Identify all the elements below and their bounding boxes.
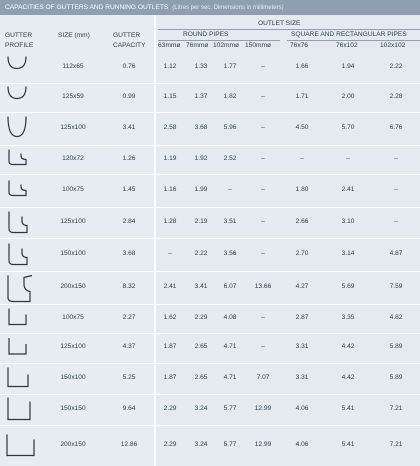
gutter-profile-icon	[4, 112, 40, 145]
cell-r150: 7.07	[256, 374, 270, 381]
cell-capacity: 12.86	[120, 441, 138, 448]
cell-r150: –	[261, 63, 265, 70]
cell-r102: 1.77	[223, 63, 237, 70]
gutter-profile-icon	[4, 363, 40, 394]
cell-s102: 2.28	[389, 93, 403, 100]
cell-size: 150x100	[60, 250, 86, 257]
cell-s76102: 5.41	[341, 405, 355, 412]
cell-r76: 3.24	[194, 405, 208, 412]
cell-r102: 5.96	[223, 124, 237, 131]
cell-r102: 2.52	[223, 155, 237, 162]
cell-r102: 1.82	[223, 93, 237, 100]
header-col-102: 102mmø	[213, 42, 240, 49]
cell-r63: 2.29	[163, 441, 177, 448]
cell-s76: 2.70	[295, 250, 309, 257]
gutter-profile-path	[8, 117, 26, 137]
cell-r150: –	[261, 250, 265, 257]
cell-s76: 1.71	[295, 93, 309, 100]
cell-r63: 1.87	[163, 343, 177, 350]
gutter-profile-path	[9, 212, 27, 233]
cell-r63: 1.12	[163, 63, 177, 70]
cell-r150: –	[261, 314, 265, 321]
cell-r76: 3.24	[194, 441, 208, 448]
gutter-profile-shape	[4, 112, 40, 145]
header-col-76x102: 76x102	[336, 42, 358, 49]
cell-capacity: 2.84	[122, 218, 136, 225]
gutter-profile-shape	[4, 238, 40, 271]
cell-r63: 2.29	[163, 405, 177, 412]
gutter-profile-path	[8, 368, 28, 387]
cell-s76: 1.80	[295, 186, 309, 193]
gutter-profile-path	[9, 309, 26, 325]
gutter-profile-shape	[4, 271, 40, 304]
gutter-profile-shape	[4, 363, 40, 394]
cell-r76: 2.19	[194, 218, 208, 225]
cell-r63: 2.41	[163, 283, 177, 290]
gutter-profile-icon	[4, 52, 40, 83]
header-gutter-profile-1: GUTTER	[5, 32, 33, 39]
header-size: SIZE (mm)	[58, 32, 90, 39]
gutter-profile-icon	[4, 207, 40, 238]
cell-size: 200x150	[60, 283, 86, 290]
cell-capacity: 2.27	[122, 314, 136, 321]
cell-s76: 3.31	[295, 343, 309, 350]
gutter-profile-icon	[4, 425, 40, 466]
header-outlet-size: OUTLET SIZE	[258, 20, 301, 27]
cell-r63: 2.58	[163, 124, 177, 131]
table-title-bar	[0, 0, 420, 15]
table-row	[0, 207, 420, 238]
cell-r76: 1.92	[194, 155, 208, 162]
cell-size: 125x59	[62, 93, 84, 100]
cell-r63: 1.87	[163, 374, 177, 381]
cell-r150: –	[261, 124, 265, 131]
cell-r150: –	[261, 155, 265, 162]
cell-capacity: 3.68	[122, 250, 136, 257]
header-col-63: 63mmø	[158, 42, 181, 49]
cell-capacity: 8.32	[122, 283, 136, 290]
gutter-profile-path	[9, 244, 27, 265]
cell-r150: –	[261, 93, 265, 100]
gutter-profile-shape	[4, 207, 40, 238]
cell-s102: 7.59	[389, 283, 403, 290]
cell-s102: 4.87	[389, 250, 403, 257]
gutter-profile-shape	[4, 174, 40, 207]
gutter-profile-shape	[4, 52, 40, 83]
cell-capacity: 1.45	[122, 186, 136, 193]
gutter-profile-path	[9, 181, 26, 196]
gutter-profile-icon	[4, 174, 40, 207]
cell-s102: 7.21	[389, 441, 403, 448]
cell-capacity: 9.64	[122, 405, 136, 412]
cell-r63: 1.28	[163, 218, 177, 225]
gutter-profile-path	[8, 57, 26, 69]
gutter-profile-shape	[4, 394, 40, 425]
cell-s76: 3.31	[295, 374, 309, 381]
cell-s102: 4.82	[389, 314, 403, 321]
square-rule	[287, 40, 420, 41]
cell-s76102: 4.42	[341, 343, 355, 350]
cell-r150: 12.99	[254, 441, 272, 448]
cell-r102: 5.77	[223, 441, 237, 448]
cell-s76: 4.27	[295, 283, 309, 290]
cell-size: 100x75	[62, 314, 84, 321]
cell-s76102: 4.42	[341, 374, 355, 381]
gutter-profile-path	[8, 87, 26, 99]
cell-r76: 2.65	[194, 343, 208, 350]
cell-size: 100x75	[62, 186, 84, 193]
table-row	[0, 174, 420, 207]
gutter-profile-icon	[4, 83, 40, 112]
cell-r150: –	[261, 343, 265, 350]
cell-r63: 1.19	[163, 155, 177, 162]
cell-s76: 2.87	[295, 314, 309, 321]
gutter-profile-path	[7, 435, 34, 456]
cell-s102: 6.76	[389, 124, 403, 131]
gutter-profile-shape	[4, 425, 40, 466]
gutter-profile-shape	[4, 333, 40, 363]
header-round-pipes: ROUND PIPES	[183, 31, 229, 38]
gutter-profile-shape	[4, 145, 40, 174]
cell-s76: 2.66	[295, 218, 309, 225]
cell-r76: 1.33	[194, 63, 208, 70]
cell-s76102: 5.41	[341, 441, 355, 448]
cell-r76: 1.37	[194, 93, 208, 100]
cell-s76102: 5.70	[341, 124, 355, 131]
cell-capacity: 0.99	[122, 93, 136, 100]
cell-r102: 3.51	[223, 218, 237, 225]
cell-r76: 3.68	[194, 124, 208, 131]
cell-size: 112x65	[62, 63, 84, 70]
header-col-102x102: 102x102	[380, 42, 406, 49]
gutter-profile-shape	[4, 83, 40, 112]
cell-capacity: 1.26	[122, 155, 136, 162]
cell-size: 125x100	[60, 124, 86, 131]
table-row	[0, 425, 420, 466]
cell-s102: 5.89	[389, 374, 403, 381]
cell-size: 150x150	[60, 405, 86, 412]
cell-size: 125x100	[60, 218, 86, 225]
cell-r76: 2.65	[194, 374, 208, 381]
cell-r76: 3.41	[194, 283, 208, 290]
cell-s76: –	[300, 155, 304, 162]
table-row	[0, 112, 420, 145]
cell-s76102: –	[346, 155, 350, 162]
cell-capacity: 5.25	[122, 374, 136, 381]
table-row	[0, 363, 420, 394]
cell-capacity: 4.37	[122, 343, 136, 350]
table-row	[0, 271, 420, 304]
cell-size: 125x100	[60, 343, 86, 350]
cell-r102: 4.71	[223, 343, 237, 350]
table-row	[0, 83, 420, 112]
cell-r102: 4.71	[223, 374, 237, 381]
gutter-profile-path	[8, 398, 30, 420]
cell-r102: 3.56	[223, 250, 237, 257]
cell-r63: 1.16	[163, 186, 177, 193]
table-row	[0, 394, 420, 425]
cell-s102: –	[394, 155, 398, 162]
cell-s76: 4.06	[295, 441, 309, 448]
cell-r76: 1.99	[194, 186, 208, 193]
gutter-profile-icon	[4, 304, 40, 333]
cell-s76102: 3.10	[341, 218, 355, 225]
gutter-profile-icon	[4, 238, 40, 271]
table-row	[0, 304, 420, 333]
cell-r102: 4.08	[223, 314, 237, 321]
cell-r76: 2.22	[194, 250, 208, 257]
gutter-profile-path	[9, 150, 26, 165]
cell-s76: 1.66	[295, 63, 309, 70]
cell-capacity: 0.76	[122, 63, 136, 70]
cell-s76102: 3.14	[341, 250, 355, 257]
cell-r150: 12.99	[254, 405, 272, 412]
cell-s76102: 5.69	[341, 283, 355, 290]
round-rule	[158, 40, 280, 41]
cell-s102: –	[394, 186, 398, 193]
cell-r63: 1.62	[163, 314, 177, 321]
cell-s102: 2.22	[389, 63, 403, 70]
cell-r102: 5.77	[223, 405, 237, 412]
header-col-150: 150mmø	[245, 42, 272, 49]
table-row	[0, 145, 420, 174]
cell-s76102: 1.94	[341, 63, 355, 70]
cell-r150: –	[261, 218, 265, 225]
header-rule	[158, 29, 420, 30]
header-gutter-profile-2: PROFILE	[5, 42, 34, 49]
cell-s76: 4.06	[295, 405, 309, 412]
table-title: CAPACITIES OF GUTTERS AND RUNNING OUTLETS	[5, 4, 169, 11]
header-capacity-1: GUTTER	[113, 32, 141, 39]
table-row	[0, 333, 420, 363]
cell-size: 150x100	[60, 374, 86, 381]
table-subtitle: (Litres per sec. Dimensions in millimeters)	[172, 5, 284, 11]
cell-size: 200x150	[60, 441, 86, 448]
cell-r102: –	[228, 186, 232, 193]
cell-r150: 13.66	[254, 283, 272, 290]
cell-s102: 5.89	[389, 343, 403, 350]
cell-s102: 7.21	[389, 405, 403, 412]
cell-s102: –	[394, 218, 398, 225]
cell-s76102: 2.00	[341, 93, 355, 100]
header-square-pipes: SQUARE AND RECTANGULAR PIPES	[291, 31, 407, 38]
header-col-76x76: 76x76	[290, 42, 308, 49]
cell-size: 120x72	[62, 155, 84, 162]
gutter-profile-icon	[4, 145, 40, 174]
table-row	[0, 238, 420, 271]
gutter-profile-icon	[4, 271, 40, 304]
table-row	[0, 52, 420, 83]
cell-r76: 2.29	[194, 314, 208, 321]
cell-r63: –	[168, 250, 172, 257]
gutter-profile-path	[8, 276, 32, 302]
cell-s76: 4.50	[295, 124, 309, 131]
cell-capacity: 3.41	[122, 124, 136, 131]
gutter-profile-path	[9, 338, 26, 354]
cell-s76102: 3.35	[341, 314, 355, 321]
header-capacity-2: CAPACITY	[113, 42, 146, 49]
header-col-76: 76mmø	[186, 42, 209, 49]
cell-r150: –	[261, 186, 265, 193]
gutter-profile-icon	[4, 394, 40, 425]
gutter-profile-icon	[4, 333, 40, 363]
cell-r102: 6.07	[223, 283, 237, 290]
cell-r63: 1.15	[163, 93, 177, 100]
gutter-profile-shape	[4, 304, 40, 333]
cell-s76102: 2.41	[341, 186, 355, 193]
